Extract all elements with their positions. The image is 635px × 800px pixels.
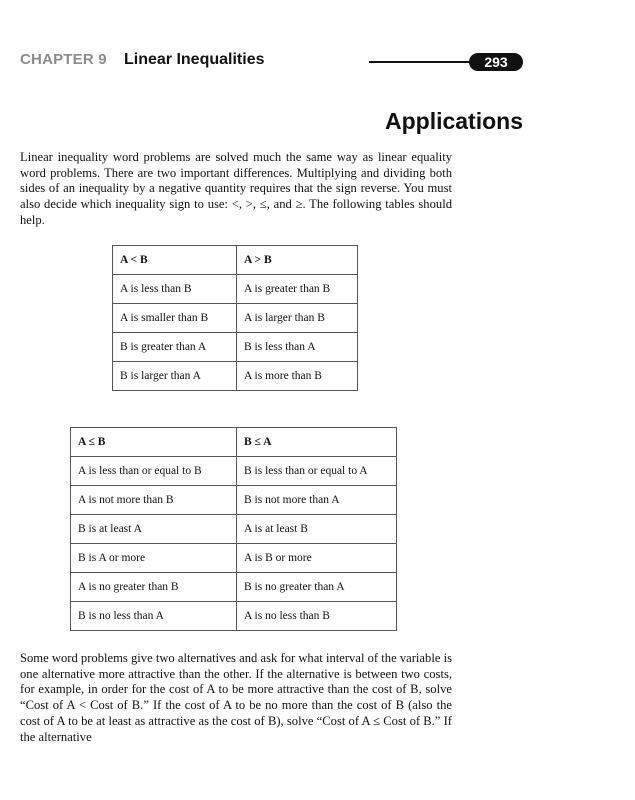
chapter-label: CHAPTER 9 (20, 51, 107, 68)
table-cell: A is at least B (237, 515, 397, 544)
table-cell: A is no greater than B (71, 573, 237, 602)
table-cell: A is less than B (113, 275, 237, 304)
table-row (113, 275, 358, 304)
table-row (71, 515, 397, 544)
section-title: Applications (384, 108, 523, 134)
table-cell: A is smaller than B (113, 304, 237, 333)
table-cell: A is greater than B (237, 275, 358, 304)
chapter-title: Linear Inequalities (124, 51, 265, 68)
running-header (20, 51, 525, 75)
table-cell: A is less than or equal to B (71, 457, 237, 486)
table-header-cell: A > B (237, 246, 358, 275)
table-row (71, 602, 397, 631)
header-rule (369, 61, 479, 63)
table-row (71, 486, 397, 515)
table-cell: B is less than A (237, 333, 358, 362)
table-row (113, 304, 358, 333)
table-header-cell: A ≤ B (71, 428, 237, 457)
table-cell: B is A or more (71, 544, 237, 573)
table-row (71, 457, 397, 486)
inequality-table-strict (112, 245, 358, 391)
table-cell: B is larger than A (113, 362, 237, 391)
table-row (71, 544, 397, 573)
intro-paragraph: Linear inequality word problems are solved much the same way as linear equality word problems. There are two important differences. Multiplying and dividing both sides of an inequality by a negative quantity requires that the sign reverse. You must also decide which inequality sign to use: <, >, ≤, and ≥. The following tables should help. (20, 150, 452, 227)
table-header-cell: B ≤ A (237, 428, 397, 457)
table-cell: B is no greater than A (237, 573, 397, 602)
inequality-table-non-strict (70, 427, 397, 631)
table-row (113, 362, 358, 391)
closing-paragraph: Some word problems give two alternatives and ask for what interval of the variable is one alternative more attractive than the other. If the alternative is between two costs, for example, in order for the cost of A to be more attractive than the cost of B, solve “Cost of A < Cost of B.” If the cost of A to be no more than the cost of B (also the cost of A to be at least as attractive as the cost of B), solve “Cost of A ≤ Cost of B.” If the alternative (20, 651, 452, 744)
table-cell: B is at least A (71, 515, 237, 544)
table-cell: B is no less than A (71, 602, 237, 631)
table-cell: A is B or more (237, 544, 397, 573)
table-header-cell: A < B (113, 246, 237, 275)
table-cell: B is greater than A (113, 333, 237, 362)
table-cell: A is more than B (237, 362, 358, 391)
table-cell: A is no less than B (237, 602, 397, 631)
table-cell: B is not more than A (237, 486, 397, 515)
table-cell: B is less than or equal to A (237, 457, 397, 486)
table-cell: A is not more than B (71, 486, 237, 515)
table-row (71, 573, 397, 602)
table-row (113, 333, 358, 362)
table-header-row (71, 428, 397, 457)
page-number-badge: 293 (469, 53, 523, 71)
table-header-row (113, 246, 358, 275)
table-cell: A is larger than B (237, 304, 358, 333)
